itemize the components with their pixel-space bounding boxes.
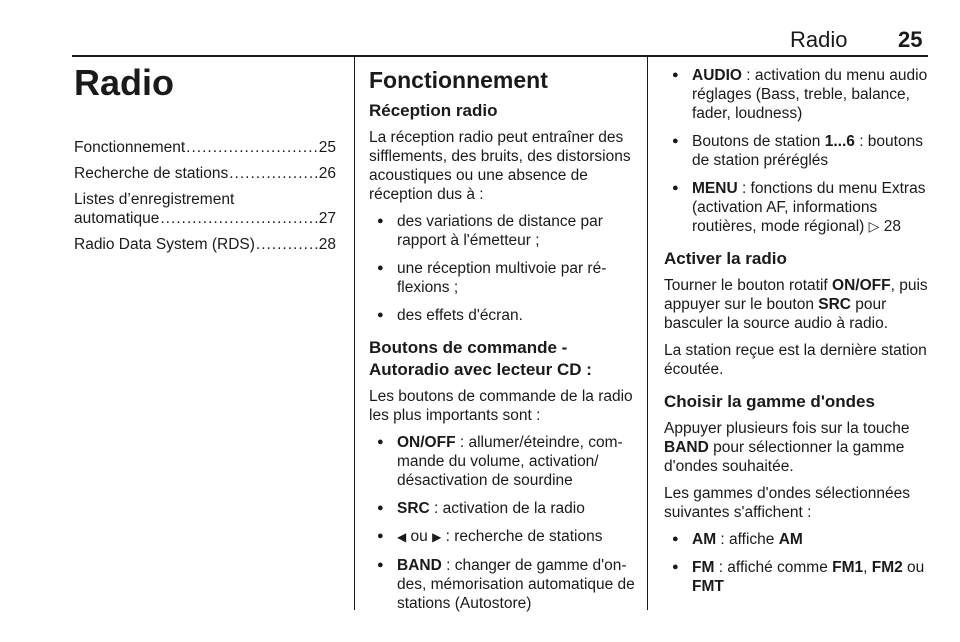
- display-value: FMT: [692, 578, 724, 595]
- controls-heading-line2: Autoradio avec lecteur CD :: [369, 360, 592, 379]
- page-number: 25: [898, 27, 923, 52]
- toc-entry[interactable]: [74, 164, 336, 183]
- content-column-2: [369, 62, 637, 622]
- section-title: Fonctionnement: [369, 67, 548, 93]
- text-run: : affiché comme: [714, 559, 833, 576]
- toc-leader-dots: [229, 164, 318, 183]
- column-divider-1: [354, 57, 355, 610]
- list-item: [664, 558, 930, 596]
- display-value: FM2: [871, 559, 903, 576]
- band-heading: Choisir la gamme d'ondes: [664, 392, 875, 411]
- text-run: ou: [902, 559, 925, 576]
- list-item: [369, 527, 637, 547]
- toc-leader-dots: [186, 138, 318, 157]
- button-key: SRC: [818, 296, 851, 313]
- toc-entry-text: Radio Data System (RDS): [74, 236, 255, 253]
- list-item: [664, 179, 930, 236]
- text-run: Tourner le bouton rotatif: [664, 277, 833, 294]
- reception-heading: Réception radio: [369, 101, 498, 120]
- content-column-3: [664, 62, 930, 605]
- list-item: [664, 530, 930, 549]
- activate-note: La station reçue est la dernière station écoutée.: [664, 342, 927, 378]
- list-item: [664, 132, 930, 170]
- reception-intro: La réception radio peut entraîner des sifflements, des bruits, des distorsions acoustiques ou une absence de réception dus à :: [369, 129, 631, 203]
- item-prefix: Boutons de station: [692, 133, 825, 150]
- item-text: : changer de gamme d'ondes, mémorisation automatique de stations (Autostore): [397, 557, 635, 612]
- button-key: BAND: [664, 439, 709, 456]
- item-text: : activation du menu audio réglages (Bass, treble, balance, fader, loudness): [692, 67, 928, 122]
- chapter-title: Radio: [74, 62, 175, 103]
- toc-entry-text-line1: Listes d’enregistrement: [74, 191, 235, 208]
- list-item: ● une réception multivoie par réflexions ;: [369, 259, 637, 297]
- toc-entry-page: 25: [318, 139, 336, 156]
- toc-entry-line2: [74, 209, 336, 228]
- toc-leader-dots: [160, 209, 317, 228]
- item-text: : recherche de stations: [441, 528, 603, 545]
- button-key: SRC: [397, 500, 430, 517]
- text-run: pour sélectionner la gamme d'ondes souhaitée.: [664, 439, 905, 475]
- item-text: : activation de la radio: [429, 500, 585, 517]
- band-list-intro: Les gammes d'ondes sélectionnées suivantes s'affichent :: [664, 485, 910, 521]
- controls-heading: [369, 337, 637, 381]
- band-list: [664, 530, 930, 596]
- toc-entry-page: 26: [318, 165, 336, 182]
- text-run: Appuyer plusieurs fois sur la touche: [664, 420, 910, 437]
- toc-entry-text: automatique: [74, 210, 160, 227]
- toc-entry-text: Fonctionnement: [74, 139, 186, 156]
- header-rule: [72, 55, 928, 57]
- toc-entry-page: 27: [318, 210, 336, 227]
- text-run: : affiche: [716, 531, 779, 548]
- list-item: [369, 499, 637, 518]
- list-item: [664, 66, 930, 123]
- toc-entry[interactable]: [74, 190, 336, 228]
- column-divider-2: [647, 57, 648, 610]
- controls-list-continued: [664, 66, 930, 236]
- seek-right-icon: ▶: [432, 530, 442, 544]
- list-item: [369, 433, 637, 490]
- activate-paragraph: [664, 276, 930, 333]
- display-value: AM: [778, 531, 803, 548]
- list-item: [369, 556, 637, 613]
- toc-entry[interactable]: [74, 138, 336, 157]
- page-reference-link[interactable]: 28: [879, 218, 901, 235]
- button-key: 1...6: [824, 133, 855, 150]
- button-key: MENU: [692, 180, 738, 197]
- item-text: : fonctions du menu Extras (activation AF, informations routières, mode régional): [692, 180, 926, 235]
- list-item: ● des effets d'écran.: [369, 306, 637, 325]
- button-key: FM: [692, 559, 715, 576]
- button-key: BAND: [397, 557, 442, 574]
- controls-heading-line1: Boutons de commande -: [369, 338, 568, 357]
- text-run: ,: [863, 559, 872, 576]
- display-value: FM1: [832, 559, 864, 576]
- item-or: ou: [406, 528, 433, 545]
- button-key: ON/OFF: [832, 277, 891, 294]
- seek-left-icon: ◀: [397, 530, 407, 544]
- controls-list: [369, 433, 637, 613]
- list-item: ● des variations de distance par rapport à l'émetteur ;: [369, 212, 637, 250]
- item-text: : allumer/éteindre, commande du volume, activation/ désactivation de sourdine: [397, 434, 623, 489]
- text-run: , puis appuyer sur le bouton: [664, 277, 928, 313]
- page-reference-icon: ▷: [868, 218, 880, 234]
- band-paragraph: [664, 419, 930, 476]
- item-text: : boutons de station préréglés: [692, 133, 923, 169]
- toc-leader-dots: [256, 235, 318, 254]
- toc-entry-page: 28: [318, 236, 336, 253]
- toc-column: [74, 62, 336, 261]
- activate-heading: Activer la radio: [664, 249, 787, 268]
- toc-entry[interactable]: [74, 235, 336, 254]
- button-key: AUDIO: [692, 67, 742, 84]
- button-key: AM: [692, 531, 717, 548]
- running-title: Radio: [790, 27, 848, 52]
- toc-entry-text: Recherche de stations: [74, 165, 229, 182]
- controls-intro: Les boutons de commande de la radio les plus importants sont :: [369, 388, 633, 424]
- reception-list: [369, 212, 637, 325]
- table-of-contents: [74, 138, 336, 254]
- text-run: pour basculer la source audio à radio.: [664, 296, 889, 332]
- button-key: ON/OFF: [397, 434, 456, 451]
